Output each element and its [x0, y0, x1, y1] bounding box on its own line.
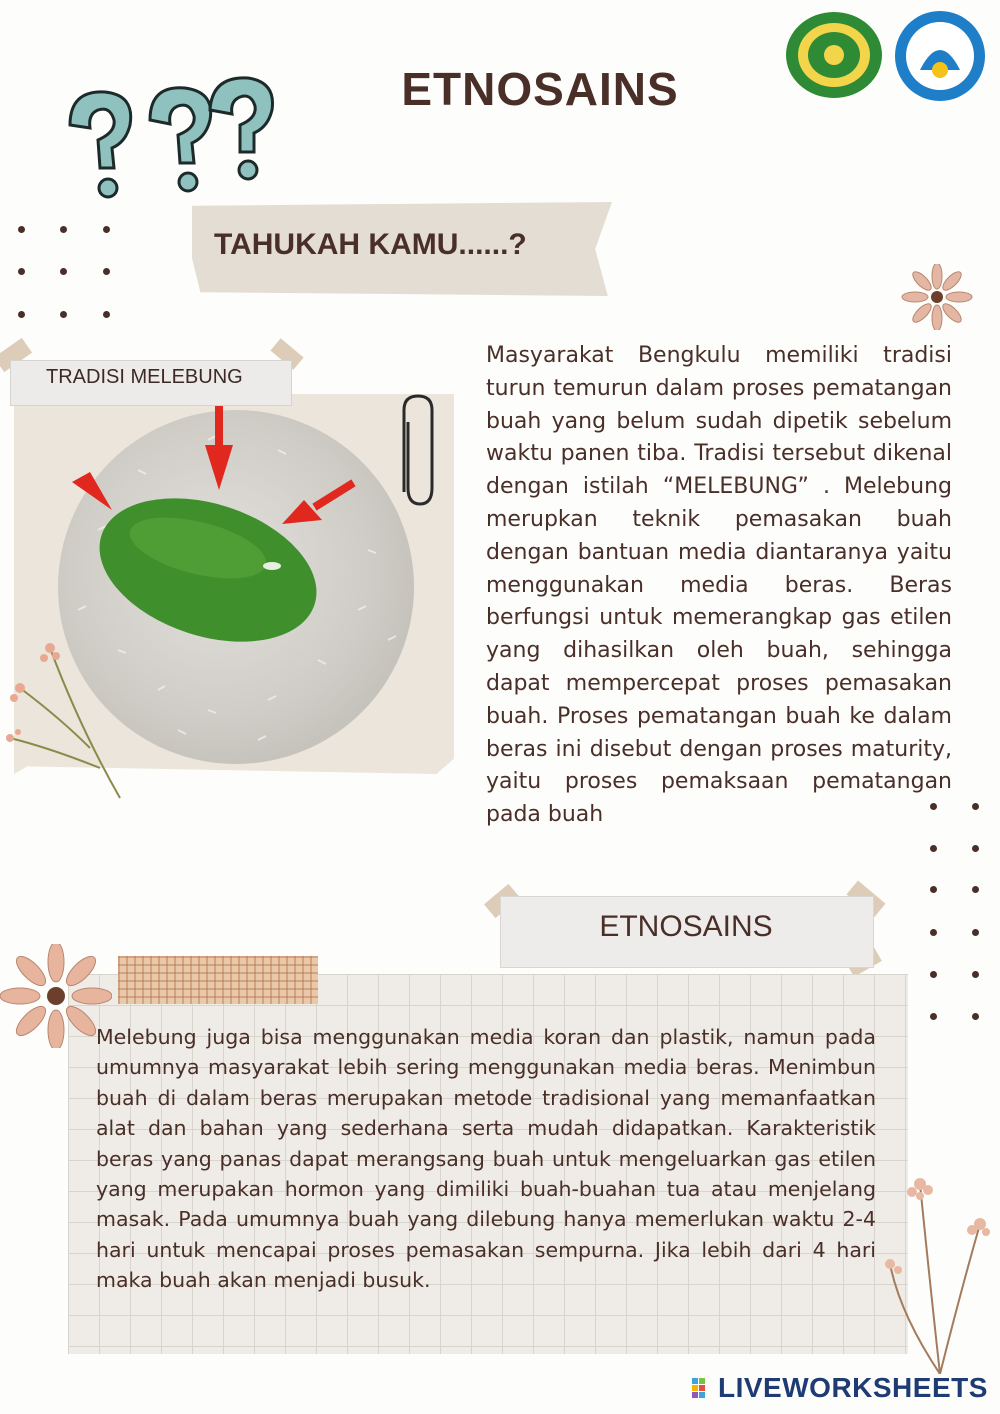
decor-dot: [60, 226, 67, 233]
liveworksheets-logo-icon: [692, 1378, 712, 1398]
flower-icon: [900, 264, 974, 330]
dried-flower-icon: [0, 628, 130, 800]
decor-dot: [930, 1013, 937, 1020]
decor-dot: [930, 929, 937, 936]
decor-dot: [972, 803, 979, 810]
footer-brand[interactable]: LIVEWORKSHEETS: [718, 1372, 988, 1403]
body-paragraph: Melebung juga bisa menggunakan media koran dan plastik, namun pada umumnya masyarakat lebih sering menggunakan media beras. Menimbun buah di dalam beras merupakan metode tradisional yang memanfaatkan alat dan bahan yang sederhana serta mudah didapatkan. Karakteristik beras yang panas dapat merangsang buah untuk mengeluarkan gas etilen yang merupakan hormon yang dimiliki buah-buahan tua atau menjelang masak. Pada umumnya buah yang dilebung hanya memerlukan waktu 2-4 hari untuk mencapai proses pemasakan sempurna. Jika lebih dari 4 hari maka buah akan menjadi busuk.: [96, 1025, 876, 1293]
decor-dot: [103, 268, 110, 275]
intro-paragraph: Masyarakat Bengkulu memiliki tradisi turun temurun dalam proses pematangan buah yang belum sudah dipetik sebelum waktu panen tiba. Tradisi tersebut dikenal dengan istilah “MELEBUNG” . Melebung merupkan teknik pemasakan buah dengan bantuan media diantaranya yaitu menggunakan media beras. Beras berfungsi untuk memerangkap gas etilen yang dihasilkan oleh buah, sehingga dapat mempercepat proses pemasakan buah. Proses pematangan buah ke dalam beras ini disebut dengan proses maturity, yaitu proses pemaksaan pematangan pada buah: [486, 343, 952, 828]
decor-dot: [103, 226, 110, 233]
decor-dot: [18, 268, 25, 275]
page-title: ETNOSAINS: [401, 63, 679, 115]
decor-dot: [972, 971, 979, 978]
arrow-icon: [72, 400, 392, 530]
decor-dot: [103, 311, 110, 318]
decor-dot: [60, 311, 67, 318]
decor-dot: [18, 226, 25, 233]
checkered-tape-decoration: [118, 956, 318, 1004]
decor-dot: [930, 845, 937, 852]
decor-dot: [972, 845, 979, 852]
decor-dot: [972, 929, 979, 936]
university-logo-icon: [784, 10, 884, 100]
decor-dot: [972, 1013, 979, 1020]
decor-dot: [930, 886, 937, 893]
decor-dot: [972, 886, 979, 893]
section-banner-label: ETNOSAINS: [599, 910, 773, 943]
decor-dot: [930, 971, 937, 978]
question-marks-icon: [50, 70, 280, 200]
intro-banner-label: TAHUKAH KAMU......?: [214, 228, 527, 261]
decor-dot: [60, 268, 67, 275]
dried-flower-icon: [880, 1164, 996, 1374]
paperclip-icon: [396, 392, 440, 512]
tut-wuri-handayani-logo-icon: [892, 10, 988, 102]
photo-label: TRADISI MELEBUNG: [46, 366, 243, 388]
decor-dot: [18, 311, 25, 318]
